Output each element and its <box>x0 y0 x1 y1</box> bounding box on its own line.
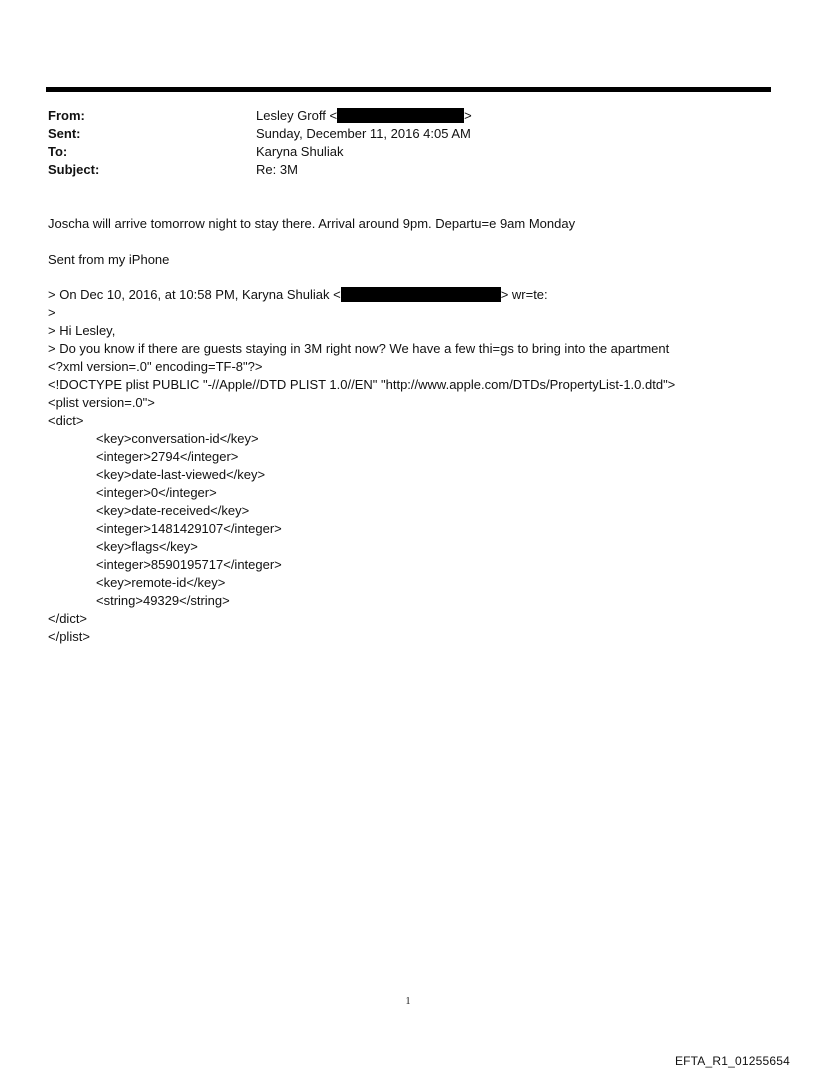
sent-label: Sent: <box>48 126 81 141</box>
from-label: From: <box>48 108 85 123</box>
to-label: To: <box>48 144 68 159</box>
quote-intro-after: > wr=te: <box>500 287 548 302</box>
plist-line: <key>conversation-id</key> <box>96 431 259 446</box>
document-id: EFTA_R1_01255654 <box>674 1054 790 1068</box>
sent-value: Sunday, December 11, 2016 4:05 AM <box>256 126 471 141</box>
header-rule <box>46 87 771 92</box>
plist-line: <integer>8590195717</integer> <box>96 557 282 572</box>
plist-line: <string>49329</string> <box>96 593 230 608</box>
page-number: 1 <box>405 996 411 1007</box>
plist-line: <integer>0</integer> <box>96 485 217 500</box>
plist-line: <key>remote-id</key> <box>96 575 226 590</box>
from-close: > <box>464 108 472 123</box>
redacted-email <box>337 108 464 123</box>
subject-label: Subject: <box>48 162 100 177</box>
from-value <box>256 107 472 125</box>
quote-question: > Do you know if there are guests staying in 3M right now? We have a few thi=gs to bring into the apartment <box>48 341 670 356</box>
redacted-email <box>341 287 501 302</box>
quote-blank: > <box>48 305 56 320</box>
dict-open: <dict> <box>48 413 84 428</box>
plist-line: <key>flags</key> <box>96 539 198 554</box>
plist-line: <key>date-last-viewed</key> <box>96 467 266 482</box>
quote-greeting: > Hi Lesley, <box>48 323 116 338</box>
to-value: Karyna Shuliak <box>256 144 344 159</box>
from-name: Lesley Groff < <box>256 108 338 123</box>
quote-intro-before: > On Dec 10, 2016, at 10:58 PM, Karyna Shuliak < <box>48 287 341 302</box>
signature-text: Sent from my iPhone <box>48 252 170 267</box>
plist-line: <integer>1481429107</integer> <box>96 521 282 536</box>
plist-line: <integer>2794</integer> <box>96 449 239 464</box>
message-text: Joscha will arrive tomorrow night to stay there. Arrival around 9pm. Departu=e 9am Monday <box>48 216 576 231</box>
xml-declaration: <?xml version=.0" encoding=TF-8"?> <box>48 359 263 374</box>
dict-close: </dict> <box>48 611 88 626</box>
subject-value: Re: 3M <box>256 162 298 177</box>
plist-line: <key>date-received</key> <box>96 503 250 518</box>
doctype-line: <!DOCTYPE plist PUBLIC "-//Apple//DTD PLIST 1.0//EN" "http://www.apple.com/DTDs/PropertyList-1.0.dtd"> <box>48 377 676 392</box>
quote-intro <box>48 286 548 304</box>
plist-open: <plist version=.0"> <box>48 395 155 410</box>
plist-close: </plist> <box>48 629 90 644</box>
